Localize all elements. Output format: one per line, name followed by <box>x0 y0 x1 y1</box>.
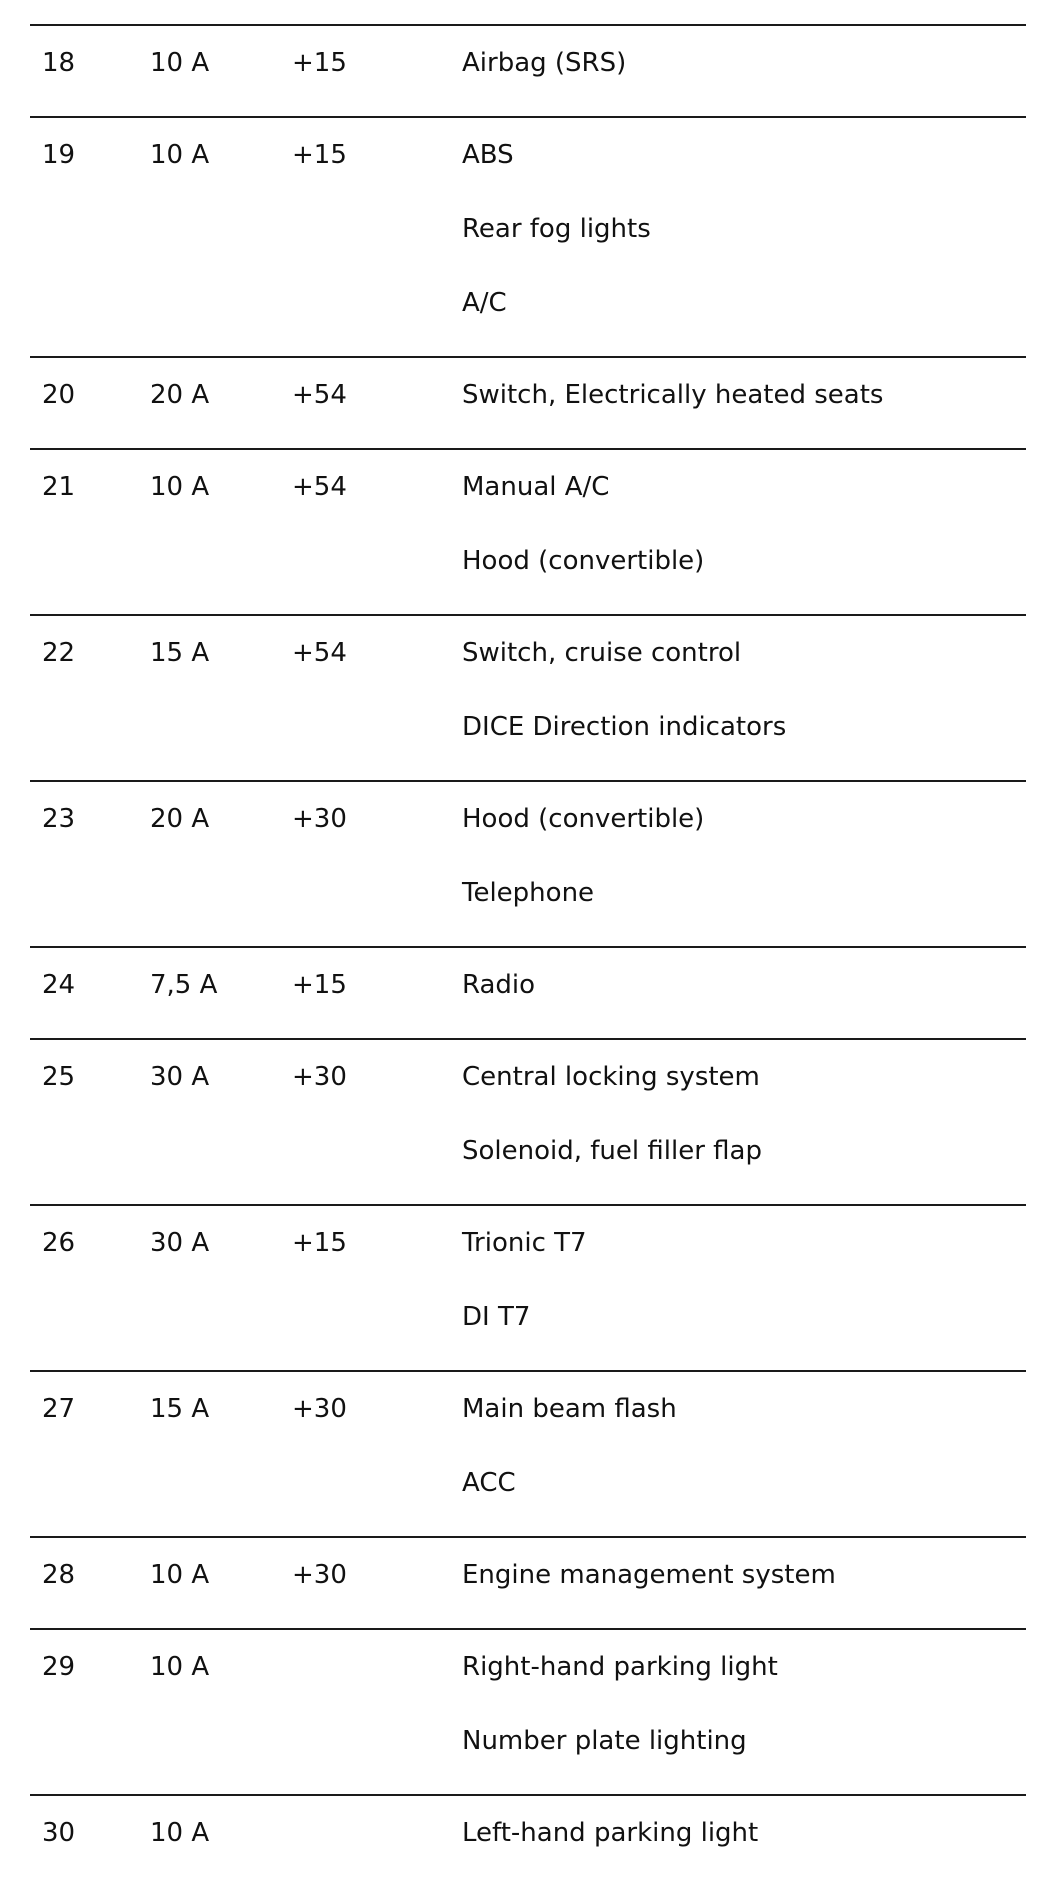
fuse-terminal: +15 <box>292 970 347 1000</box>
fuse-row <box>30 24 1026 116</box>
fuse-function-item: Solenoid, fuel filler flap <box>462 1136 762 1166</box>
fuse-row <box>30 780 1026 946</box>
fuse-rating: 10 A <box>150 48 210 78</box>
fuse-function-item: Trionic T7 <box>462 1228 587 1258</box>
fuse-number: 25 <box>42 1062 76 1092</box>
fuse-functions <box>462 1796 758 1870</box>
fuse-functions <box>462 1372 677 1520</box>
fuse-function-item: Left-hand parking light <box>462 1818 759 1848</box>
fuse-function-item: Hood (convertible) <box>462 546 705 576</box>
fuse-function-item: Radio <box>462 970 536 1000</box>
fuse-terminal: +15 <box>292 48 347 78</box>
fuse-number: 29 <box>42 1652 76 1682</box>
fuse-terminal: +30 <box>292 804 347 834</box>
fuse-functions <box>462 1630 778 1778</box>
fuse-function-item: Main beam flash <box>462 1394 677 1424</box>
fuse-row <box>30 614 1026 780</box>
fuse-table <box>30 24 1026 1886</box>
fuse-terminal: +30 <box>292 1560 347 1590</box>
fuse-number: 22 <box>42 638 76 668</box>
fuse-functions <box>462 450 704 598</box>
fuse-function-item: Right-hand parking light <box>462 1652 778 1682</box>
fuse-rating: 10 A <box>150 1560 210 1590</box>
fuse-function-item: ACC <box>462 1468 516 1498</box>
fuse-terminal: +54 <box>292 380 347 410</box>
fuse-functions <box>462 1206 587 1354</box>
fuse-rating: 15 A <box>150 638 210 668</box>
fuse-number: 26 <box>42 1228 76 1258</box>
fuse-row <box>30 356 1026 448</box>
fuse-rating: 20 A <box>150 804 210 834</box>
fuse-rating: 10 A <box>150 1652 210 1682</box>
fuse-functions <box>462 1040 762 1188</box>
fuse-function-item: ABS <box>462 140 514 170</box>
fuse-terminal: +15 <box>292 1228 347 1258</box>
fuse-rating: 10 A <box>150 472 210 502</box>
fuse-function-item: Central locking system <box>462 1062 760 1092</box>
fuse-row <box>30 1370 1026 1536</box>
fuse-function-item: Telephone <box>462 878 595 908</box>
fuse-terminal: +30 <box>292 1394 347 1424</box>
fuse-function-item: Switch, cruise control <box>462 638 742 668</box>
fuse-terminal: +54 <box>292 472 347 502</box>
fuse-number: 30 <box>42 1818 76 1848</box>
fuse-number: 28 <box>42 1560 76 1590</box>
fuse-function-item: A/C <box>462 288 507 318</box>
fuse-functions <box>462 118 651 340</box>
fuse-function-item: Engine management system <box>462 1560 836 1590</box>
fuse-functions <box>462 616 786 764</box>
fuse-function-item: DI T7 <box>462 1302 531 1332</box>
fuse-functions <box>462 358 883 432</box>
fuse-function-item: DICE Direction indicators <box>462 712 787 742</box>
fuse-rating: 15 A <box>150 1394 210 1424</box>
fuse-number: 21 <box>42 472 76 502</box>
fuse-function-item: Airbag (SRS) <box>462 48 627 78</box>
fuse-function-item: Manual A/C <box>462 472 610 502</box>
fuse-function-item: Number plate lighting <box>462 1726 747 1756</box>
fuse-row <box>30 1038 1026 1204</box>
fuse-rating: 20 A <box>150 380 210 410</box>
fuse-number: 20 <box>42 380 76 410</box>
fuse-functions <box>462 1538 836 1612</box>
fuse-number: 27 <box>42 1394 76 1424</box>
fuse-functions <box>462 948 535 1022</box>
fuse-number: 24 <box>42 970 76 1000</box>
fuse-row <box>30 1794 1026 1886</box>
fuse-rating: 10 A <box>150 1818 210 1848</box>
fuse-number: 23 <box>42 804 76 834</box>
fuse-functions <box>462 782 704 930</box>
fuse-row <box>30 116 1026 356</box>
fuse-number: 19 <box>42 140 76 170</box>
fuse-rating: 30 A <box>150 1228 210 1258</box>
fuse-functions <box>462 26 626 100</box>
fuse-function-item: Rear fog lights <box>462 214 651 244</box>
fuse-function-item: Switch, Electrically heated seats <box>462 380 884 410</box>
fuse-row <box>30 1536 1026 1628</box>
fuse-terminal: +54 <box>292 638 347 668</box>
fuse-number: 18 <box>42 48 76 78</box>
fuse-rating: 10 A <box>150 140 210 170</box>
fuse-terminal: +15 <box>292 140 347 170</box>
fuse-rating: 7,5 A <box>150 970 218 1000</box>
fuse-row <box>30 448 1026 614</box>
fuse-terminal: +30 <box>292 1062 347 1092</box>
fuse-rating: 30 A <box>150 1062 210 1092</box>
fuse-row <box>30 1204 1026 1370</box>
fuse-row <box>30 1628 1026 1794</box>
fuse-function-item: Hood (convertible) <box>462 804 705 834</box>
fuse-row <box>30 946 1026 1038</box>
